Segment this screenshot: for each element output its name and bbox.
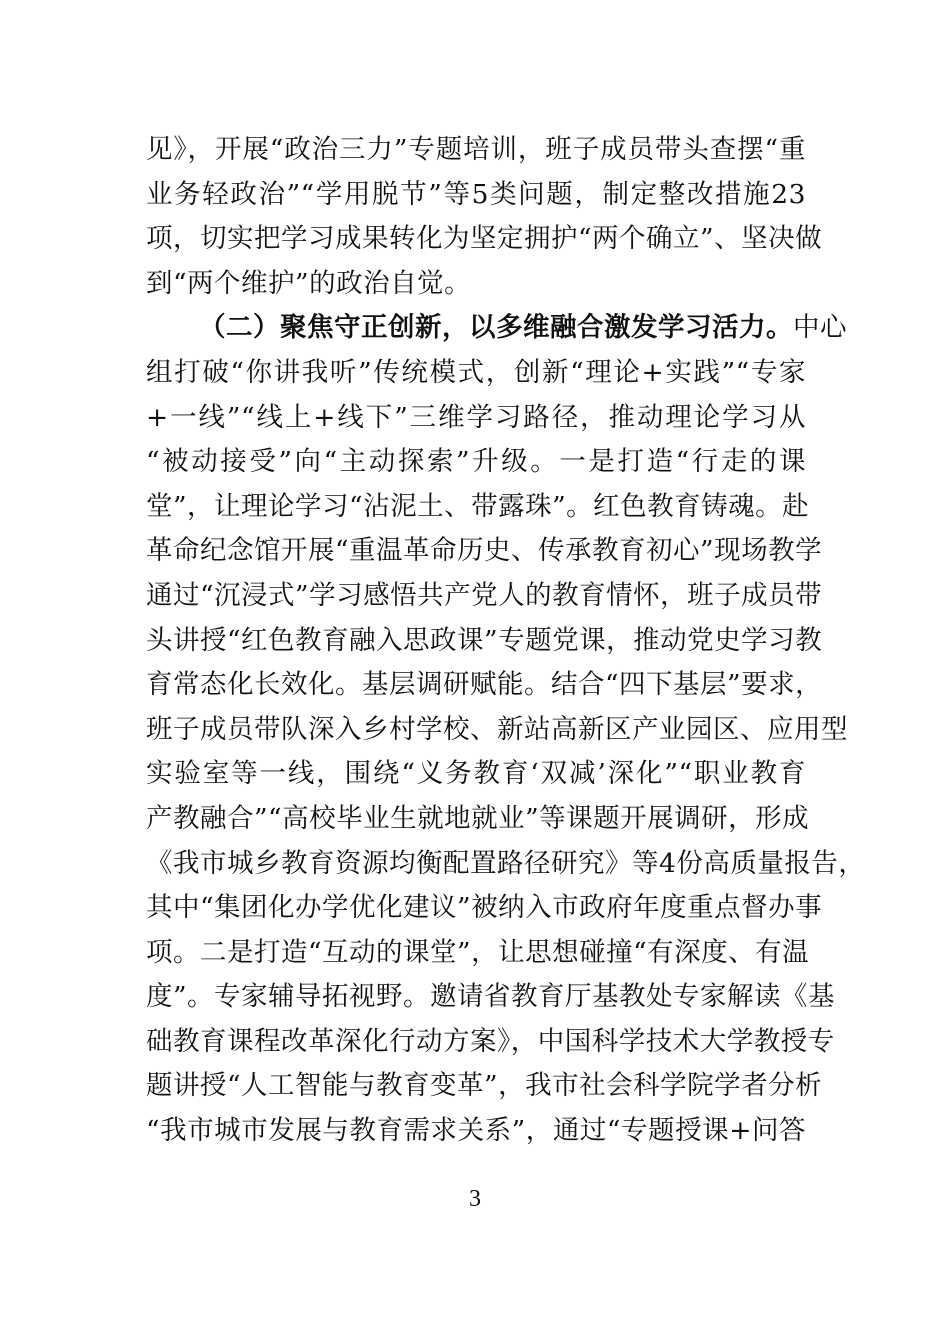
paragraph-line: 础教育课程改革深化行动方案》，中国科学技术大学教授专	[146, 1025, 835, 1057]
body-text	[146, 128, 866, 1154]
paragraph-line: 项，切实把学习成果转化为坚定拥护“两个确立”、坚决做	[146, 223, 823, 255]
paragraph-line: 度”。专家辅导拓视野。邀请省教育厅基教处专家解读《基	[146, 981, 836, 1013]
paragraph-line: 产教融合”“高校毕业生就地就业”等课题开展调研，形成	[146, 802, 810, 834]
paragraph-line: 育常态化长效化。基层调研赋能。结合“四下基层”要求，	[146, 669, 823, 701]
paragraph-line: 组打破“你讲我听”传统模式，创新“理论+实践”“专家	[146, 356, 806, 388]
paragraph-line: 题讲授“人工智能与教育变革”，我市社会科学院学者分析	[146, 1070, 823, 1102]
paragraph-line: 项。二是打造“互动的课堂”，让思想碰撞“有深度、有温	[146, 936, 810, 968]
paragraph-line: 到“两个维护”的政治自觉。	[146, 267, 472, 299]
section-heading-line	[146, 306, 847, 351]
paragraph-line: 堂”，让理论学习“沾泥土、带露珠”。红色教育铸魂。赴	[146, 490, 810, 522]
paragraph-line: 通过“沉浸式”学习感悟共产党人的教育情怀，班子成员带	[146, 579, 823, 611]
paragraph-line: 班子成员带队深入乡村学校、新站高新区产业园区、应用型	[146, 713, 848, 745]
paragraph-line: +一线”“线上+线下”三维学习路径，推动理论学习从	[146, 401, 806, 433]
paragraph-line: 其中“集团化办学优化建议”被纳入市政府年度重点督办事	[146, 892, 823, 924]
heading-line-continuation: 中心	[793, 312, 847, 344]
paragraph-line: 《我市城乡教育资源均衡配置路径研究》等4份高质量报告，	[146, 847, 866, 879]
paragraph-line: 见》，开展“政治三力”专题培训，班子成员带头查摆“重	[146, 134, 806, 165]
paragraph-line: 头讲授“红色教育融入思政课”专题党课，推动党史学习教	[146, 624, 823, 656]
section-heading: （二）聚焦守正创新，以多维融合激发学习活力。	[199, 312, 793, 344]
paragraph-line: 业务轻政治”“学用脱节”等5类问题，制定整改措施23	[146, 178, 806, 210]
paragraph-line: 革命纪念馆开展“重温革命历史、传承教育初心”现场教学	[146, 535, 823, 567]
paragraph-line: 实验室等一线，围绕“义务教育‘双减’深化”“职业教育	[146, 758, 806, 790]
paragraph-line: “我市城市发展与教育需求关系”，通过“专题授课+问答	[146, 1115, 806, 1147]
page-number: 3	[469, 1186, 481, 1212]
paragraph-line: “被动接受”向“主动探索”升级。一是打造“行走的课	[146, 446, 806, 478]
